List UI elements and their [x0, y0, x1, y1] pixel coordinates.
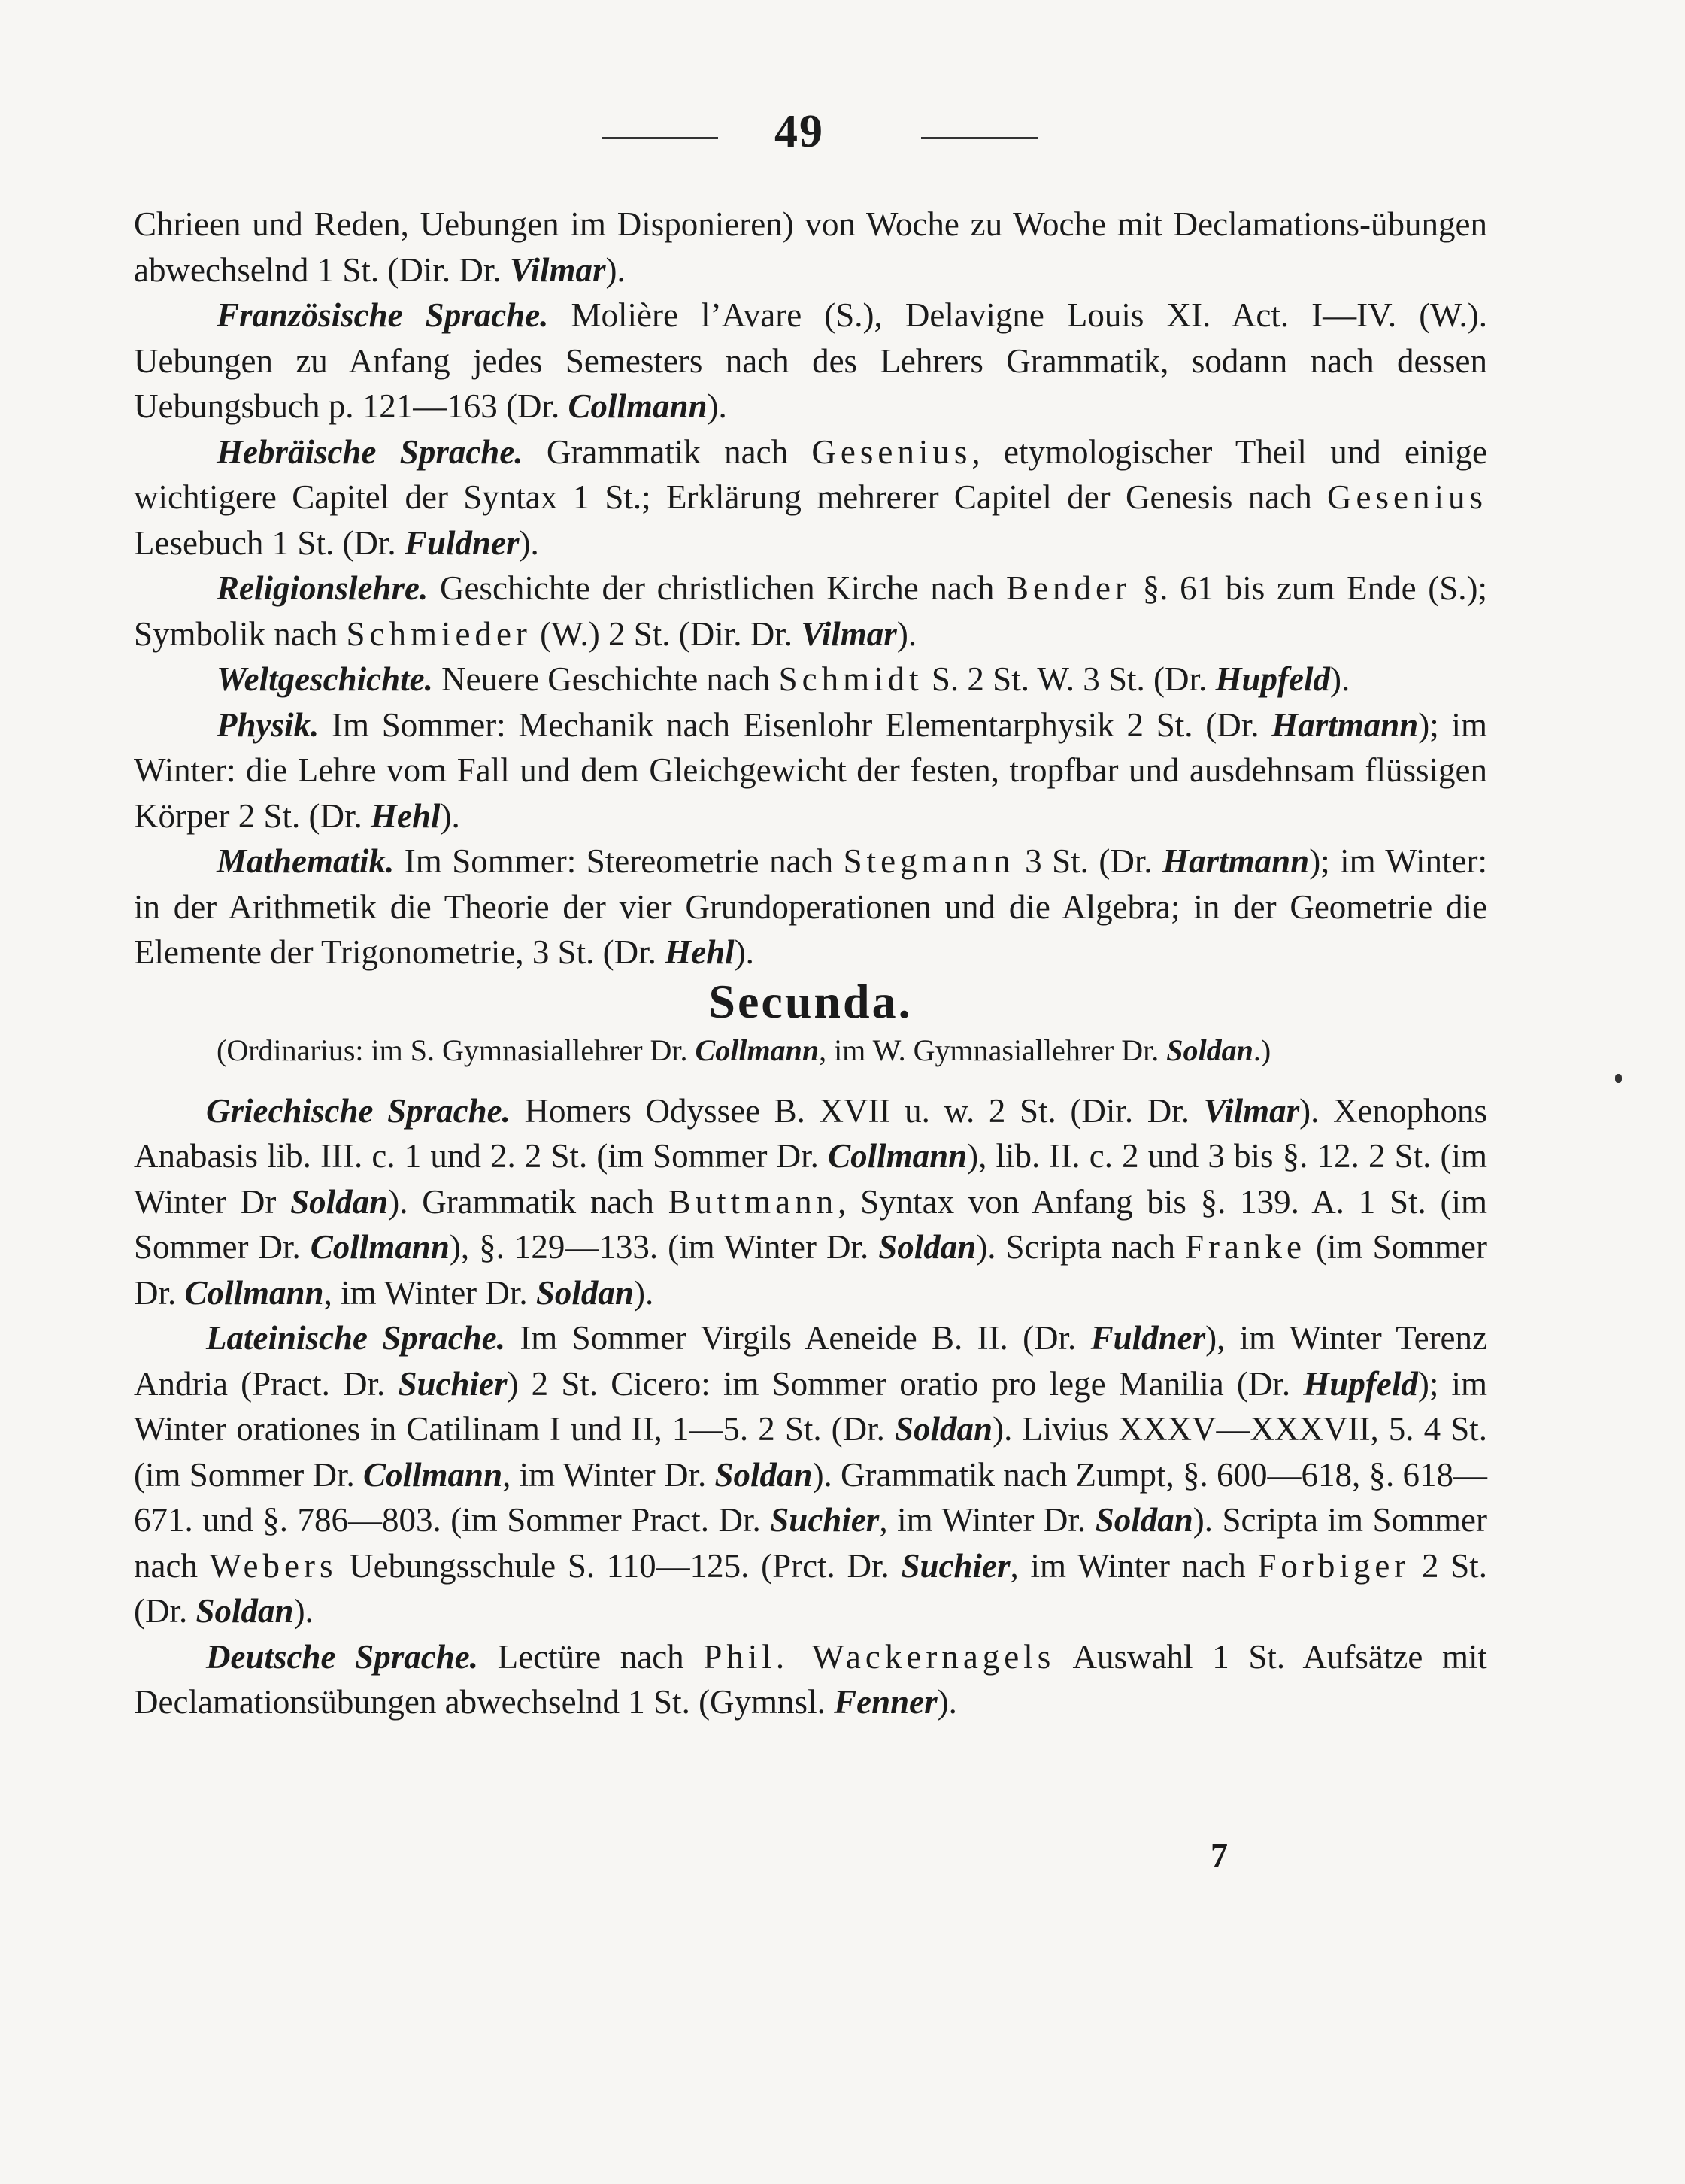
page-header: [0, 105, 1685, 165]
text: ).: [707, 387, 727, 425]
author-name: Gesenius: [1327, 478, 1487, 516]
teacher-name: Hartmann: [1271, 705, 1419, 744]
author-name: Bender: [1006, 569, 1131, 607]
paragraph-deutsch: [134, 1634, 1487, 1725]
teacher-name: Fuldner: [404, 523, 520, 562]
text: ). Grammatik nach Zumpt, §. 600—618, §. 618—671. und §. 786—803. (im Sommer Pract. Dr.: [134, 1455, 1488, 1539]
teacher-name: Collmann: [310, 1228, 450, 1266]
author-name: Webers: [209, 1546, 338, 1585]
text: S. 2 St. W. 3 St. (Dr.: [923, 660, 1216, 698]
author-name: Forbiger: [1257, 1546, 1411, 1585]
text: , Syntax von Anfang bis §. 139. A. 1 St. (im Sommer Dr.: [134, 1182, 1487, 1266]
text: ). Scripta im Sommer nach: [134, 1501, 1487, 1585]
text: (Ordinarius: im S. Gymnasiallehrer Dr.: [217, 1033, 696, 1067]
subject-heading: Griechische Sprache.: [206, 1091, 511, 1130]
text: ).: [605, 250, 626, 289]
teacher-name: Collmann: [695, 1033, 820, 1067]
text: , im Winter Dr.: [879, 1501, 1096, 1539]
text: , im Winter nach: [1010, 1546, 1258, 1585]
header-rule-right: [921, 137, 1038, 139]
text: ), §. 129—133. (im Winter Dr.: [449, 1228, 879, 1266]
text: ). Xenophons Anabasis lib. III. c. 1 und 2. 2 St. (im Sommer Dr.: [134, 1091, 1488, 1175]
text: Uebungsschule S. 110—125. (Prct. Dr.: [337, 1546, 902, 1585]
author-name: Schmieder: [346, 614, 532, 653]
text: ); im Winter: die Lehre vom Fall und dem Gleichgewicht der festen, tropfbar und ausdehnsam flüssigen Körper 2 St. (Dr.: [134, 705, 1487, 835]
author-name: Buttmann: [668, 1182, 838, 1221]
paragraph-lateinisch: [134, 1315, 1487, 1634]
teacher-name: Soldan: [714, 1455, 813, 1494]
text: ).: [633, 1273, 654, 1312]
subject-heading: Französische Sprache.: [217, 296, 549, 334]
text: ).: [293, 1592, 314, 1630]
teacher-name: Soldan: [1166, 1033, 1253, 1067]
margin-speck: [1615, 1074, 1622, 1083]
text: Chrieen und Reden, Uebungen im Disponieren) von Woche zu Woche mit Declamations-übungen abwechselnd 1 St. (Dir. Dr.: [134, 205, 1487, 289]
teacher-name: Vilmar: [509, 250, 606, 289]
paragraph-franzoesisch: [134, 293, 1487, 429]
teacher-name: Collmann: [363, 1455, 503, 1494]
text: ).: [734, 933, 754, 971]
text: 3 St. (Dr.: [1014, 842, 1163, 880]
teacher-name: Suchier: [398, 1364, 508, 1403]
teacher-name: Collmann: [828, 1137, 968, 1175]
teacher-name: Hupfeld: [1303, 1364, 1418, 1403]
teacher-name: Suchier: [770, 1501, 880, 1539]
text: Grammatik nach: [523, 432, 812, 471]
paragraph-hebraeisch: [134, 429, 1487, 566]
teacher-name: Soldan: [895, 1410, 993, 1448]
text: Molière l’Avare (S.), Delavigne Louis XI. Act. I—IV. (W.). Uebungen zu Anfang jedes Semesters nach des Lehrers Grammatik, sodann nach dessen Uebungsbuch p. 121—163 (Dr.: [134, 296, 1488, 425]
teacher-name: Soldan: [290, 1182, 389, 1221]
teacher-name: Fuldner: [1090, 1319, 1206, 1357]
text: , im Winter Dr.: [502, 1455, 715, 1494]
text: Neuere Geschichte nach: [432, 660, 779, 698]
text: ).: [440, 796, 460, 835]
text: §. 61 bis zum Ende (S.); Symbolik nach: [134, 569, 1488, 653]
author-name: Gesenius: [811, 432, 972, 471]
paragraph-griechisch: [134, 1088, 1487, 1316]
text: ), lib. II. c. 2 und 3 bis §. 12. 2 St. (im Winter Dr: [134, 1137, 1487, 1221]
subject-heading: Deutsche Sprache.: [206, 1637, 478, 1676]
text: Geschichte der christlichen Kirche nach: [428, 569, 1007, 607]
paragraph-deutsche-cont: [134, 202, 1487, 293]
subject-heading: Physik.: [217, 705, 320, 744]
subject-heading: Weltgeschichte.: [217, 660, 433, 698]
header-rule-left: [602, 137, 718, 139]
text: ).: [1330, 660, 1350, 698]
text: ).: [519, 523, 539, 562]
section-title-secunda: Secunda.: [708, 974, 913, 1028]
text: Im Sommer: Mechanik nach Eisenlohr Elementarphysik 2 St. (Dr.: [319, 705, 1272, 744]
text: ); im Winter: in der Arithmetik die Theorie der vier Grundoperationen und die Algebra; in der Geometrie die Elemente der Trigonometrie, 3 St. (Dr.: [134, 842, 1488, 971]
teacher-name: Soldan: [535, 1273, 634, 1312]
text: ). Grammatik nach: [388, 1182, 668, 1221]
text: , etymologischer Theil und einige wichtigere Capitel der Syntax 1 St.; Erklärung mehrerer Capitel der Genesis nach: [134, 432, 1487, 516]
page-number: 49: [774, 106, 824, 157]
text: Im Sommer Virgils Aeneide B. II. (Dr.: [505, 1319, 1091, 1357]
teacher-name: Collmann: [184, 1273, 324, 1312]
text: ). Livius XXXV—XXXVII, 5. 4 St. (im Sommer Dr.: [134, 1410, 1487, 1494]
text: ), im Winter Terenz Andria (Pract. Dr.: [134, 1319, 1487, 1403]
subject-heading: Hebräische Sprache.: [217, 432, 523, 471]
text: .): [1253, 1033, 1271, 1067]
subject-heading: Lateinische Sprache.: [206, 1319, 506, 1357]
text: Lesebuch 1 St. (Dr.: [134, 523, 405, 562]
text: (W.) 2 St. (Dir. Dr.: [531, 614, 802, 653]
subject-heading: Religionslehre.: [217, 569, 429, 607]
teacher-name: Suchier: [901, 1546, 1011, 1585]
text: ).: [937, 1683, 957, 1721]
signature-mark: 7: [1211, 1836, 1228, 1874]
text: , im Winter Dr.: [323, 1273, 536, 1312]
text: , im W. Gymnasiallehrer Dr.: [819, 1033, 1167, 1067]
teacher-name: Fenner: [834, 1683, 938, 1721]
text: Im Sommer: Stereometrie nach: [394, 842, 844, 880]
teacher-name: Vilmar: [1203, 1091, 1300, 1130]
paragraph-physik: [134, 702, 1487, 839]
paragraph-mathematik: [134, 839, 1487, 975]
text: 2 St. (Dr.: [134, 1546, 1488, 1630]
teacher-name: Vilmar: [801, 614, 897, 653]
author-name: Stegmann: [843, 842, 1015, 880]
text: ). Scripta nach: [976, 1228, 1186, 1266]
teacher-name: Collmann: [568, 387, 708, 425]
text: (im Sommer Dr.: [134, 1228, 1487, 1312]
text: Auswahl 1 St. Aufsätze mit Declamationsübungen abwechselnd 1 St. (Gymnsl.: [134, 1637, 1487, 1721]
teacher-name: Hupfeld: [1215, 660, 1331, 698]
subject-heading: Mathematik.: [217, 842, 395, 880]
ordinarius-line: [134, 1028, 1487, 1073]
teacher-name: Hehl: [665, 933, 735, 971]
text: ); im Winter orationes in Catilinam I und II, 1—5. 2 St. (Dr.: [134, 1364, 1488, 1448]
paragraph-weltgeschichte: [134, 657, 1487, 702]
author-name: Franke: [1185, 1228, 1306, 1266]
author-name: Phil. Wackernagels: [703, 1637, 1056, 1676]
teacher-name: Soldan: [195, 1592, 294, 1630]
teacher-name: Hartmann: [1162, 842, 1310, 880]
text: ) 2 St. Cicero: im Sommer oratio pro lege Manilia (Dr.: [507, 1364, 1304, 1403]
teacher-name: Hehl: [370, 796, 441, 835]
teacher-name: Soldan: [1095, 1501, 1193, 1539]
page-body: [134, 202, 1487, 1725]
text: Lectüre nach: [477, 1637, 704, 1676]
teacher-name: Soldan: [878, 1228, 977, 1266]
text: ).: [896, 614, 917, 653]
text: Homers Odyssee B. XVII u. w. 2 St. (Dir. Dr.: [510, 1091, 1204, 1130]
paragraph-religionslehre: [134, 566, 1487, 657]
author-name: Schmidt: [778, 660, 923, 698]
